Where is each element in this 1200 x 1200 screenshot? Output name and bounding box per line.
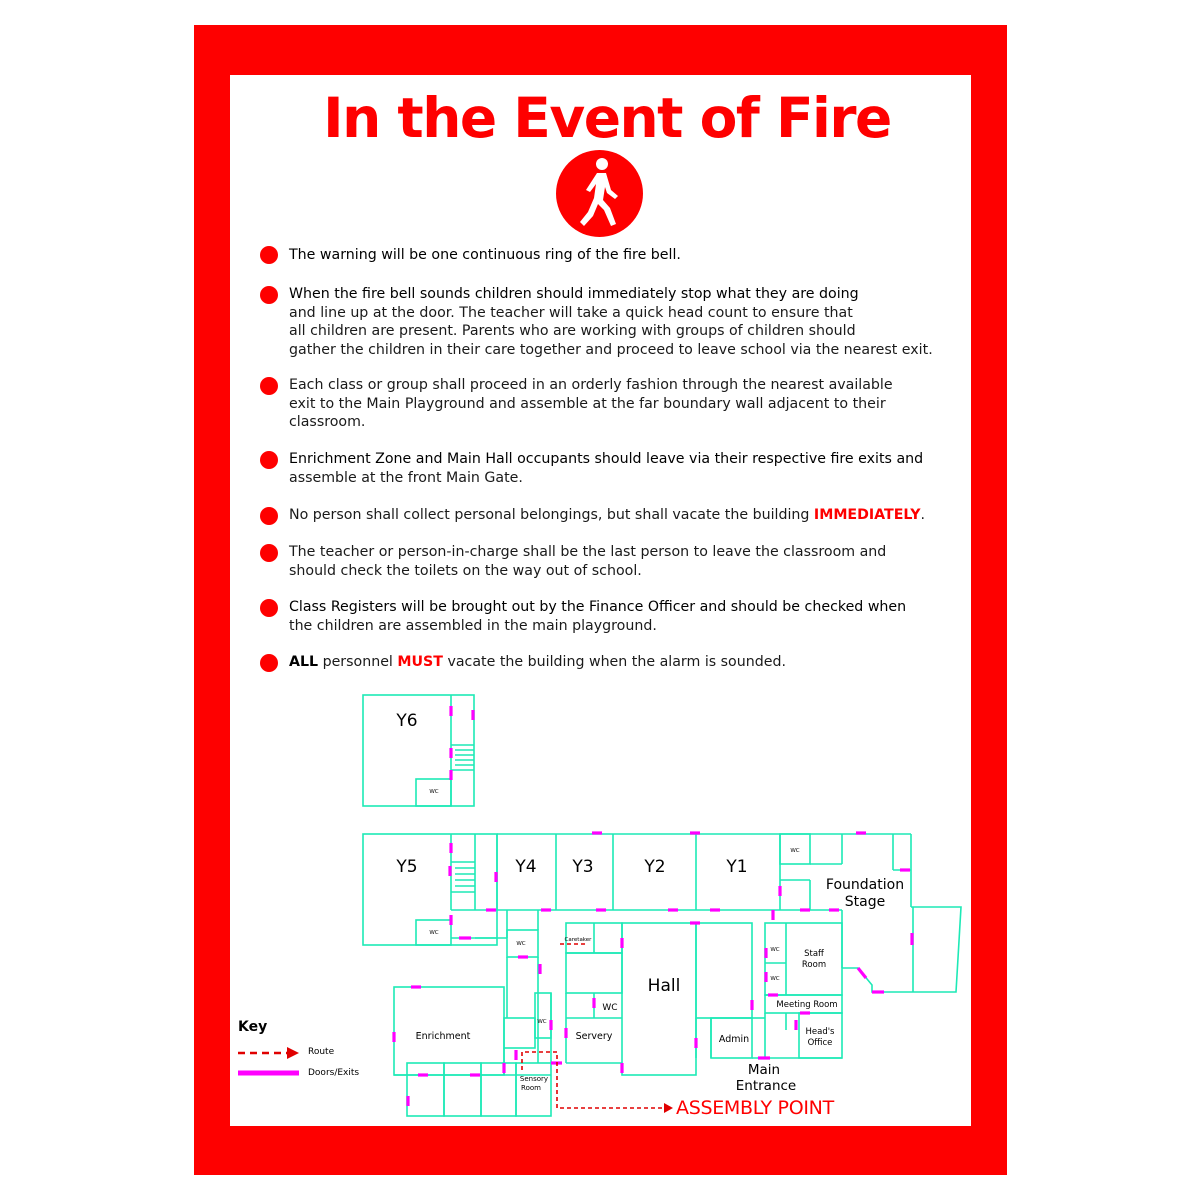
label-main: Main xyxy=(747,1062,781,1078)
room-label-servery: Servery xyxy=(575,1031,613,1042)
room-label-wc: WC xyxy=(537,1019,547,1025)
room-label-y1: Y1 xyxy=(726,857,748,877)
room-label-sensory: Sensory xyxy=(519,1075,549,1083)
instruction-text: When the fire bell sounds children should immediately stop what they are doing xyxy=(289,286,859,302)
key-route-arrow xyxy=(287,1047,299,1059)
room-label-wc: WC xyxy=(770,976,780,982)
room-label-wc: WC xyxy=(602,1003,618,1013)
instruction-text: gather the children in their care together and proceed to leave school via the nearest exit. xyxy=(289,341,933,358)
room-label-office: Office xyxy=(807,1038,833,1048)
room-label-wc: WC xyxy=(516,941,526,947)
instruction-text: and line up at the door. The teacher will take a quick head count to ensure that xyxy=(289,304,853,321)
emphasis-text: ALL xyxy=(289,654,319,670)
room-label-y5: Y5 xyxy=(396,857,418,877)
evacuation-route xyxy=(519,944,664,1108)
route-arrowhead xyxy=(664,1103,673,1113)
room-label-sensory-room: Room xyxy=(521,1084,541,1092)
emphasis-text: MUST xyxy=(397,654,443,670)
room-label-staff-room: Room xyxy=(801,960,827,970)
room-label-foundation: Foundation xyxy=(825,877,905,893)
instruction-text: The warning will be one continuous ring of the fire bell. xyxy=(289,247,681,263)
room-label-wc: WC xyxy=(770,947,780,953)
key-title: Key xyxy=(238,1019,268,1035)
instruction-text: should check the toilets on the way out of school. xyxy=(289,562,642,579)
label-entrance: Entrance xyxy=(735,1078,797,1094)
doors-exits xyxy=(394,706,912,1106)
room-label-wc: WC xyxy=(429,789,439,795)
room-label-stage: Stage xyxy=(844,894,886,910)
room-label-staff: Staff xyxy=(804,949,824,959)
instruction-text: ALL personnel MUST vacate the building when the alarm is sounded. xyxy=(289,654,786,670)
key-doors-label: Doors/Exits xyxy=(308,1068,360,1078)
instruction-text: Class Registers will be brought out by the Finance Officer and should be checked when xyxy=(289,599,907,615)
room-label-wc: WC xyxy=(790,848,800,854)
assembly-point-label: ASSEMBLY POINT xyxy=(676,1097,834,1119)
instruction-text: the children are assembled in the main playground. xyxy=(289,617,657,634)
instruction-text: all children are present. Parents who are working with groups of children should xyxy=(289,323,856,340)
instruction-text: assemble at the front Main Gate. xyxy=(289,469,523,486)
key-route-label: Route xyxy=(308,1047,335,1057)
room-label-y6: Y6 xyxy=(396,711,418,731)
instruction-text: Enrichment Zone and Main Hall occupants should leave via their respective fire exits and xyxy=(289,451,924,467)
instruction-text: classroom. xyxy=(289,414,366,431)
room-label-hall: Hall xyxy=(647,976,681,996)
room-labels xyxy=(395,711,904,1094)
instruction-text: exit to the Main Playground and assemble at the far boundary wall adjacent to their xyxy=(289,395,886,412)
instruction-text: No person shall collect personal belongings, but shall vacate the building IMMEDIATELY. xyxy=(289,507,926,523)
room-label-caretaker: Caretaker xyxy=(564,937,592,943)
room-label-meeting: Meeting Room xyxy=(776,1000,838,1010)
room-label-y4: Y4 xyxy=(515,857,537,877)
instruction-text: The teacher or person-in-charge shall be the last person to leave the classroom and xyxy=(289,544,887,560)
room-label-admin: Admin xyxy=(718,1034,750,1045)
instruction-text: Each class or group shall proceed in an orderly fashion through the nearest available xyxy=(289,377,893,393)
room-label-y2: Y2 xyxy=(644,857,666,877)
page-title: In the Event of Fire xyxy=(323,86,891,150)
emphasis-text: IMMEDIATELY xyxy=(813,507,921,523)
room-label-y3: Y3 xyxy=(572,857,594,877)
room-label-heads: Head's xyxy=(805,1027,835,1037)
room-label-enrichment: Enrichment xyxy=(415,1031,471,1042)
room-label-wc: WC xyxy=(429,930,439,936)
